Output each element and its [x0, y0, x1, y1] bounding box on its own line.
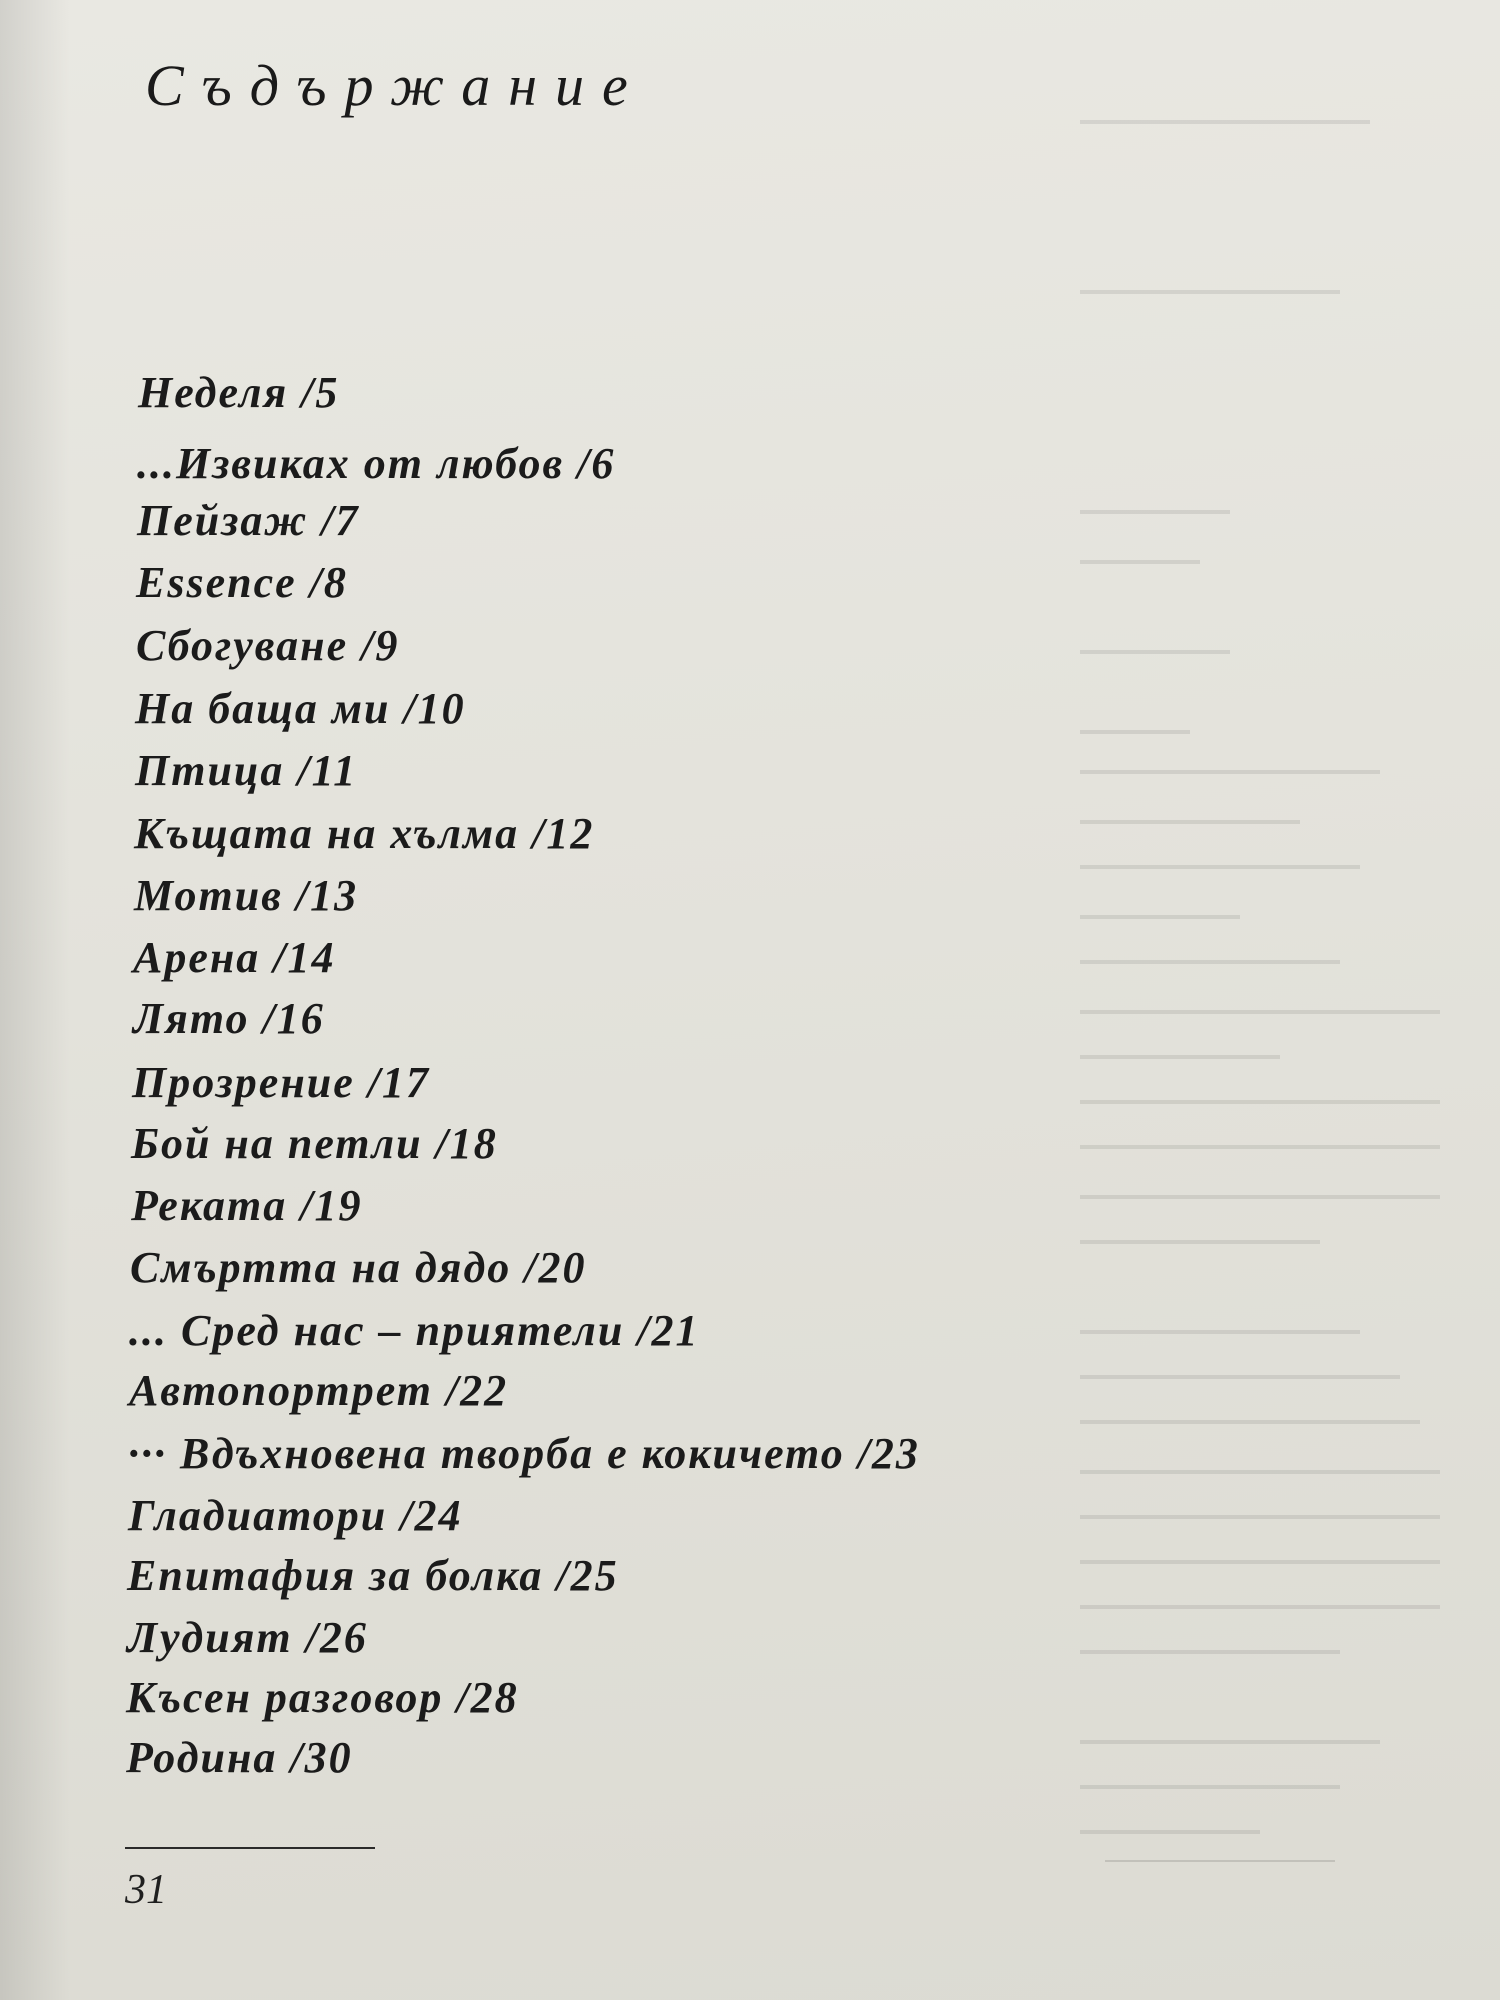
toc-entry: Арена /14 [133, 933, 336, 982]
toc-entry: Птица /11 [135, 746, 358, 795]
toc-entry: Автопортрет /22 [129, 1366, 509, 1415]
toc-entry: ··· Вдъхновена творба е кокичето /23 [128, 1429, 920, 1478]
toc-entry: Къщата на хълма /12 [134, 809, 595, 858]
toc-entry: Прозрение /17 [132, 1058, 430, 1107]
toc-entry: Късен разговор /28 [126, 1673, 519, 1722]
toc-entry: ...Извиках от любов /6 [137, 439, 616, 488]
toc-entry: Essence /8 [136, 558, 348, 607]
toc-entry: На баща ми /10 [135, 684, 466, 733]
toc-entry: Лудият /26 [127, 1613, 368, 1662]
toc-entry: Бой на петли /18 [131, 1119, 498, 1168]
toc-entry: Епитафия за болка /25 [127, 1551, 619, 1600]
toc-entry: Смъртта на дядо /20 [130, 1243, 587, 1292]
footer-rule [125, 1847, 375, 1849]
toc-entry: Лято /16 [133, 994, 325, 1043]
toc-entry: Пейзаж /7 [137, 496, 360, 545]
toc-entry: Гладиатори /24 [128, 1491, 463, 1540]
toc-entry: Неделя /5 [138, 368, 340, 417]
toc-entry: Сбогуване /9 [136, 621, 400, 670]
page-number: 31 [125, 1867, 167, 1913]
page-title: Съдържание [145, 53, 646, 118]
toc-entry: Мотив /13 [134, 871, 359, 920]
toc-entry: Родина /30 [126, 1733, 353, 1782]
toc-entry: Реката /19 [131, 1181, 363, 1230]
toc-entry: ... Сред нас – приятели /21 [129, 1306, 700, 1355]
